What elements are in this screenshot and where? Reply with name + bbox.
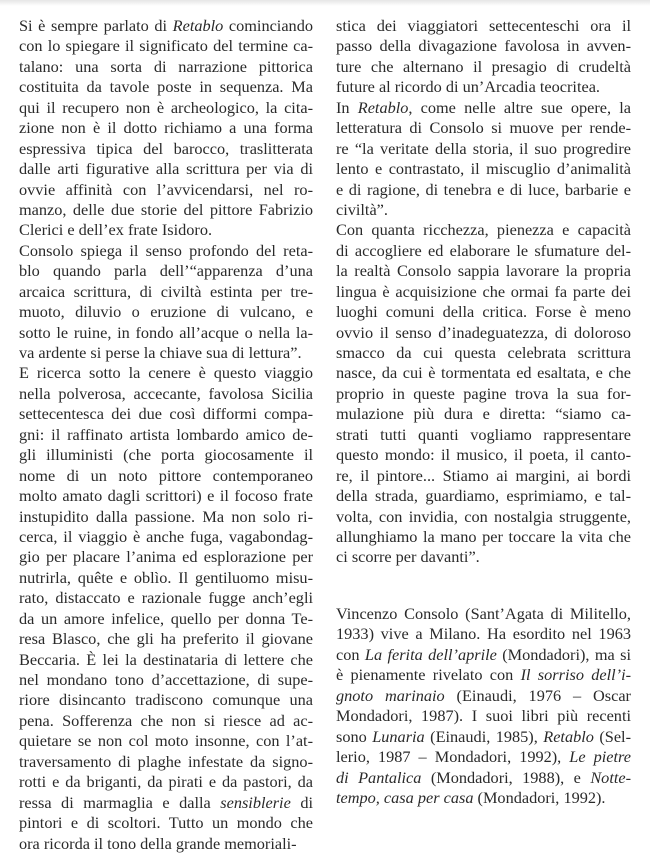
text-run: passo della divagazione favolosa in avven- [336, 36, 631, 56]
text-run: va ardente si perse la chiave sua di lettura”. [19, 343, 302, 362]
text-line [336, 706, 631, 726]
text-line [19, 813, 313, 833]
text-line [19, 445, 313, 465]
text-run: blo quando parla dell’“apparenza d’una [19, 261, 313, 281]
text-run: con [336, 644, 365, 664]
text-run: di [290, 792, 313, 812]
text-run: lento e contrastato, il miscuglio d’animalità [336, 159, 631, 179]
text-line [19, 323, 313, 343]
text-line [19, 404, 313, 424]
text-run: espressiva tipica del barocco, traslitterata [19, 138, 313, 158]
italic-title: Retablo [357, 97, 409, 117]
text-line [19, 57, 313, 77]
text-line [336, 180, 631, 200]
text-line [19, 711, 313, 731]
text-line [336, 686, 631, 706]
page-top-shadow [0, 0, 650, 6]
text-run: ci scorre per davanti”. [336, 547, 480, 567]
text-line [19, 282, 313, 302]
text-line [336, 747, 631, 767]
text-run: resa Blasco, che gli ha preferito il giovane [19, 629, 313, 649]
text-run: proprio in queste pagine trova la sua for- [336, 383, 631, 403]
text-line [19, 588, 313, 608]
text-line [19, 609, 313, 629]
italic-title: Le pietre [569, 747, 631, 767]
text-line [336, 57, 631, 77]
text-line [19, 731, 313, 751]
text-line [336, 200, 631, 220]
paragraph [336, 98, 631, 221]
text-run: rotti e da briganti, da pirati e da pastori, da [19, 772, 313, 792]
text-run: allunghiamo la mano per toccare la vita che [336, 526, 631, 546]
text-line [336, 665, 631, 685]
text-line [336, 404, 631, 424]
text-line [19, 834, 313, 854]
text-line [336, 118, 631, 138]
text-line [19, 302, 313, 322]
text-line [336, 727, 631, 747]
paragraph [19, 16, 313, 241]
text-line [19, 363, 313, 383]
text-run: re, il pintore... Stiamo ai margini, ai bordi [336, 465, 631, 485]
text-run: Clerici e dell’ex frate Isidoro. [19, 220, 213, 240]
text-line [336, 624, 631, 644]
text-run: 1933) vive a Milano. Ha esordito nel 1963 [336, 624, 631, 644]
italic-title: Notte- [590, 767, 632, 787]
text-run: da un amore infelice, quello per donna Te- [19, 608, 313, 628]
text-line [19, 36, 313, 56]
text-run: , come nelle altre sue opere, la [408, 97, 631, 117]
text-line [336, 547, 631, 567]
text-line [336, 241, 631, 261]
text-run: muoto, diluvio o eruzione di vulcano, e [19, 302, 313, 322]
text-line [336, 788, 631, 808]
text-run: ovvie affinità con l’avvicendarsi, nel ro- [19, 179, 313, 199]
text-line [19, 650, 313, 670]
text-run: letteratura di Consolo si muove per rende- [336, 118, 631, 138]
text-line [19, 425, 313, 445]
italic-title: Retablo [172, 16, 224, 35]
text-run: luoghi comuni della critica. Forse è meno [336, 302, 631, 322]
text-run: smacco da cui questa celebrata scrittura [336, 343, 631, 362]
text-line [336, 645, 631, 665]
text-line [19, 16, 313, 36]
text-run: cominciando [223, 16, 313, 35]
text-line [19, 241, 313, 261]
text-line [19, 772, 313, 792]
text-run: arcaica scrittura, di civiltà estinta per tre- [19, 281, 313, 301]
text-run: è pienamente rivelato con [336, 665, 521, 685]
text-run: Vincenzo Consolo (Sant’Agata di Militello, [336, 604, 631, 623]
text-run: quietare se non col moto insonne, con l’at- [19, 731, 313, 751]
text-run: dalle arti figurative alla scrittura per via di [19, 159, 313, 179]
text-run: nel mondano tono d’accettazione, di supe- [19, 670, 313, 689]
text-line [19, 466, 313, 486]
text-run: rato, distaccato e razionale fugge anch’egli [19, 588, 313, 608]
text-line [336, 363, 631, 383]
text-run: della strada, guardiamo, esprimiamo, e tal- [336, 486, 631, 506]
text-run: molto amato dagli scrittori) e il focoso frate [19, 486, 313, 506]
text-run: nome di un noto pittore contemporaneo [19, 465, 313, 485]
text-line [336, 486, 631, 506]
italic-title: La ferita dell’aprile [364, 644, 497, 664]
text-run: gio per placare l’anima ed esplorazione per [19, 547, 313, 567]
text-run: gni: il raffinato artista lombardo amico de- [19, 424, 313, 444]
text-run: ovvio il senso d’inadeguatezza, di doloroso [336, 322, 631, 342]
text-line [336, 282, 631, 302]
italic-title: tempo, casa per casa [336, 787, 474, 807]
text-line [336, 220, 631, 240]
text-run: nella polverosa, accecante, favolosa Sicilia [19, 383, 313, 403]
text-run: sono [336, 726, 373, 746]
text-line [336, 36, 631, 56]
text-line [19, 690, 313, 710]
text-line [19, 384, 313, 404]
text-line [336, 604, 631, 624]
text-run: Mondadori, 1987). I suoi libri più recenti [336, 706, 631, 726]
text-run: ressa di marmaglia e dalla [19, 792, 221, 812]
text-run: strati tutti quanti vogliamo rappresentare [336, 424, 631, 444]
italic-title: sensiblerie [220, 792, 291, 812]
text-run: Si è sempre parlato di [19, 16, 173, 35]
text-run: Con quanta ricchezza, pienezza e capacità [336, 220, 631, 240]
text-run: (Mondadori, 1992). [473, 787, 606, 807]
text-run: zione non è il dotto richiamo a una forma [19, 118, 313, 138]
text-line [19, 793, 313, 813]
text-line [336, 527, 631, 547]
text-line [336, 343, 631, 363]
text-line [19, 118, 313, 138]
text-run: riore disincanto tradiscono comunque una [19, 690, 313, 710]
text-line [336, 261, 631, 281]
text-run: pintori e di scoltori. Tutto un mondo che [19, 813, 313, 833]
text-run: lerio, 1987 – Mondadori, 1992), [336, 747, 570, 767]
text-run: Beccaria. È lei la destinataria di lettere che [19, 649, 313, 669]
text-run: In [336, 97, 358, 117]
text-line [19, 629, 313, 649]
text-line [336, 98, 631, 118]
italic-title: Lunaria [372, 726, 425, 746]
text-run: (Einaudi, 1976 – Oscar [444, 685, 631, 705]
text-run: lingua è acquisizione che ormai fa parte dei [336, 281, 631, 301]
text-run: mulazione più dura e diretta: “siamo ca- [336, 404, 631, 424]
text-line [336, 16, 631, 36]
text-line [336, 768, 631, 788]
text-run: pena. Sofferenza che non si riesce ad ac- [19, 710, 313, 730]
text-run: volta, con invidia, con nostalgia struggente, [336, 506, 631, 526]
text-run: costituita da tavole poste in sequenza. Ma [19, 77, 313, 97]
text-run: la realtà Consolo sappia lavorare la propria [336, 261, 631, 281]
text-line [19, 568, 313, 588]
text-run: future al ricordo di un’Arcadia teocritea. [336, 77, 600, 97]
text-run: nutrirla, quête e oblìo. Il gentiluomo misu- [19, 567, 313, 587]
text-run: ture che alternano il presagio di crudeltà [336, 56, 631, 76]
text-line [19, 77, 313, 97]
italic-title: gnoto marinaio [336, 685, 445, 705]
text-line [19, 261, 313, 281]
paragraph [19, 363, 313, 854]
text-line [336, 466, 631, 486]
text-run: civiltà”. [336, 199, 388, 219]
paragraph [336, 16, 631, 98]
text-run: E ricerca sotto la cenere è questo viaggio [19, 363, 313, 383]
right-text-column [336, 16, 631, 568]
italic-title: di Pantalica [336, 767, 422, 787]
text-line [19, 527, 313, 547]
text-run: nasce, da cui è tormentata ed esaltata, e che [336, 363, 631, 383]
text-line [19, 180, 313, 200]
text-line [336, 302, 631, 322]
text-line [19, 343, 313, 363]
text-line [336, 384, 631, 404]
text-run: instupidito dalla passione. Ma non solo ri- [19, 506, 313, 526]
text-run: re “la veritate della storia, il suo progredire [336, 138, 631, 158]
text-line [19, 752, 313, 772]
text-run: sotto le ruine, in fondo all’acque o nella la- [19, 322, 313, 342]
text-line [19, 486, 313, 506]
text-run: (Mondadori), ma si [496, 644, 631, 664]
text-run: (Einaudi, 1985), [424, 726, 544, 746]
text-run: questo mondo: il musico, il poeta, il canto- [336, 445, 631, 465]
text-run: con lo spiegare il significato del termine ca- [19, 36, 313, 56]
text-run: di accogliere ed elaborare le sfumature del- [336, 240, 631, 260]
text-run: qui il recupero non è archeologico, la cita- [19, 97, 313, 117]
text-line [19, 200, 313, 220]
italic-title: Retablo [543, 726, 594, 746]
text-line [19, 98, 313, 118]
paragraph [336, 220, 631, 567]
italic-title: Il sorriso dell’i- [520, 665, 632, 685]
text-line [336, 323, 631, 343]
text-line [19, 220, 313, 240]
text-line [19, 547, 313, 567]
text-run: gli illuministi (che porta giocosamente il [19, 445, 313, 465]
text-run: cerca, il viaggio è anche fuga, vagabondag- [19, 526, 313, 546]
text-run: traversamento di plaghe infestate da signo- [19, 751, 313, 771]
text-run: settecentesca dei due così difformi compa- [19, 404, 313, 424]
text-line [336, 425, 631, 445]
author-bio [336, 604, 631, 808]
text-run: (Sel- [593, 726, 631, 746]
text-run: stica dei viaggiatori settecenteschi ora il [336, 16, 631, 35]
text-line [336, 139, 631, 159]
text-run: e di ragione, di tenebra e di luce, barbarie e [336, 179, 631, 199]
text-run: Consolo spiega il senso profondo del reta- [19, 240, 313, 260]
text-line [19, 159, 313, 179]
text-line [336, 77, 631, 97]
text-line [19, 670, 313, 690]
paragraph [19, 241, 313, 364]
text-line [336, 445, 631, 465]
left-text-column [19, 16, 313, 854]
text-run: talano: una sorta di narrazione pittorica [19, 56, 313, 76]
text-line [336, 507, 631, 527]
text-run: manzo, delle due storie del pittore Fabrizio [19, 199, 313, 219]
text-line [336, 159, 631, 179]
text-line [19, 507, 313, 527]
text-line [19, 139, 313, 159]
text-run: ora ricorda il tono della grande memoriali- [19, 833, 297, 853]
text-run: (Mondadori, 1988), e [421, 767, 591, 787]
